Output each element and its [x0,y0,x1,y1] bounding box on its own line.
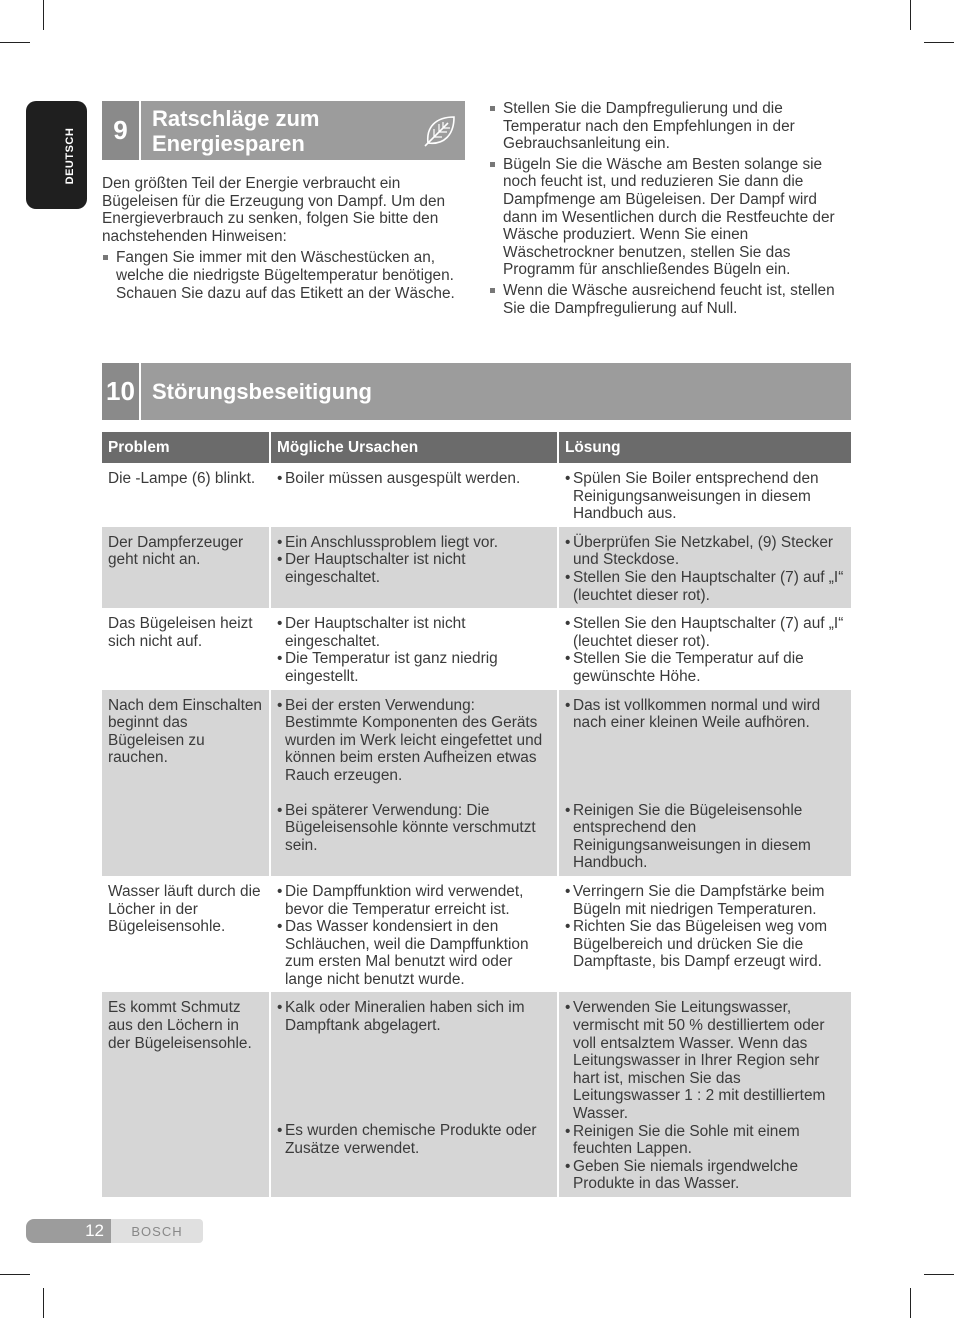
section-9-left-list [102,249,466,302]
section-10-header [102,363,851,420]
solution-item: • Stellen Sie den Hauptschalter (7) auf „I“ (leuchtet dieser rot). [565,615,845,650]
solution-cell [558,876,851,993]
column-header-problem: Problem [102,432,270,463]
causes-cell [270,992,558,1197]
section-10-number: 10 [102,363,141,420]
table-row [102,992,851,1197]
page-number: 12 [26,1219,111,1243]
crop-mark [43,1288,44,1318]
causes-cell [270,463,558,527]
table-row [102,876,851,993]
list-item: Fangen Sie immer mit den Wäschestücken an, welche die niedrigste Bügeltemperatur benötigen. Schauen Sie dazu auf das Etikett an der Wäsche. [102,249,466,302]
solution-item: • Stellen Sie die Temperatur auf die gewünschte Höhe. [565,650,845,685]
language-tab [26,101,87,209]
causes-cell [270,608,558,689]
table-row [102,608,851,689]
problem-cell: Es kommt Schmutz aus den Löchern in der Bügeleisensohle. [102,992,270,1197]
solution-item: • Reinigen Sie die Sohle mit einem feuchten Lappen. [565,1123,845,1158]
cause-item: • Kalk oder Mineralien haben sich im Dampftank abgelagert. [277,999,551,1122]
crop-mark [910,1288,911,1318]
solution-cell [558,690,851,876]
cause-item: • Ein Anschlussproblem liegt vor. [277,534,551,552]
cause-item: • Es wurden chemische Produkte oder Zusätze verwendet. [277,1122,551,1157]
language-label: DEUTSCH [64,127,76,185]
crop-mark [924,1274,954,1275]
crop-mark [910,0,911,30]
cause-item: • Boiler müssen ausgespült werden. [277,470,551,488]
spacer [565,785,845,802]
table-row [102,463,851,527]
cause-item: • Die Temperatur ist ganz niedrig eingestellt. [277,650,551,685]
cause-item: • Die Dampffunktion wird verwendet, bevor die Temperatur erreicht ist. [277,883,551,918]
list-item: Bügeln Sie die Wäsche am Besten solange sie noch feucht ist, und reduzieren Sie dann die Dampfmenge am Bügeleisen. Der Dampf wird dann im Wesentlichen durch die Restfeuchte der Wäsche produziert. Wenn Sie einen Wäschetrockner benutzen, stellen Sie das Programm für anschließendes Bügeln ein. [489,156,854,279]
section-9-header [102,101,465,160]
cause-item: • Der Hauptschalter ist nicht eingeschaltet. [277,551,551,586]
causes-cell [270,690,558,876]
section-9-title [141,101,415,160]
brand-label: BOSCH [111,1219,203,1243]
leaf-icon [415,101,465,160]
list-item: Stellen Sie die Dampfregulierung und die Temperatur nach den Empfehlungen in der Gebrauchsanleitung ein. [489,100,854,153]
problem-cell: Nach dem Einschalten beginnt das Bügeleisen zu rauchen. [102,690,270,876]
problem-cell: Wasser läuft durch die Löcher in der Bügeleisensohle. [102,876,270,993]
solution-item: • Richten Sie das Bügeleisen weg vom Bügelbereich und drücken Sie die Dampftaste, bis Dampf erzeugt wird. [565,918,845,971]
column-header-solution: Lösung [558,432,851,463]
section-10-title: Störungsbeseitigung [152,378,372,404]
section-9-number: 9 [102,101,141,160]
section-9-left-column [102,175,466,305]
solution-cell [558,463,851,527]
section-9-intro: Den größten Teil der Energie verbraucht ein Bügeleisen für die Erzeugung von Dampf. Um den Energieverbrauch zu senken, folgen Sie bitte den nachstehenden Hinweisen: [102,175,446,245]
solution-item: • Verringern Sie die Dampfstärke beim Bügeln mit niedrigen Temperaturen. [565,883,845,918]
solution-cell [558,608,851,689]
solution-item: • Spülen Sie Boiler entsprechend den Reinigungsanweisungen in diesem Handbuch aus. [565,470,845,523]
solution-item: • Reinigen Sie die Bügeleisensohle entsprechend den Reinigungsanweisungen in diesem Handbuch. [565,802,845,872]
section-9-title-line1: Ratschläge zum [152,105,320,131]
cause-item: • Bei der ersten Verwendung: Bestimmte Komponenten des Geräts wurden im Werk leicht eingefettet und können beim ersten Aufheizen etwas Rauch erzeugen. [277,697,551,785]
column-header-causes: Mögliche Ursachen [270,432,558,463]
solution-cell [558,992,851,1197]
solution-item: • Überprüfen Sie Netzkabel, (9) Stecker und Steckdose. [565,534,845,569]
table-row [102,690,851,876]
section-9-right-list [489,100,854,317]
problem-cell: Die -Lampe (6) blinkt. [102,463,270,527]
solution-item: • Stellen Sie den Hauptschalter (7) auf „I“ (leuchtet dieser rot). [565,569,845,604]
section-9-title-line2: Energiesparen [152,130,305,156]
crop-mark [0,42,30,43]
troubleshooting-table [102,432,851,1197]
table-row [102,527,851,608]
table-header-row [102,432,851,463]
crop-mark [43,0,44,30]
list-item: Wenn die Wäsche ausreichend feucht ist, stellen Sie die Dampfregulierung auf Null. [489,282,854,317]
crop-mark [0,1274,30,1275]
crop-mark [924,42,954,43]
cause-item: • Der Hauptschalter ist nicht eingeschaltet. [277,615,551,650]
causes-cell [270,876,558,993]
causes-cell [270,527,558,608]
spacer [277,785,551,802]
problem-cell: Das Bügeleisen heizt sich nicht auf. [102,608,270,689]
section-9-right-column [489,100,854,320]
solution-cell [558,527,851,608]
problem-cell: Der Dampferzeuger geht nicht an. [102,527,270,608]
solution-item: • Verwenden Sie Leitungswasser, vermischt mit 50 % destilliertem oder voll entsalztem Wasser. Wenn das Leitungswasser in Ihrer Region sehr hart ist, mischen Sie das Leitungswasser 1 : 2 mit destilliertem Wasser. [565,999,845,1122]
cause-item: • Das Wasser kondensiert in den Schläuchen, weil die Dampffunktion zum ersten Mal benutzt wird oder lange nicht benutzt wurde. [277,918,551,988]
solution-item: • Geben Sie niemals irgendwelche Produkte in das Wasser. [565,1158,845,1193]
cause-item: • Bei späterer Verwendung: Die Bügeleisensohle könnte verschmutzt sein. [277,802,551,855]
solution-item: • Das ist vollkommen normal und wird nach einer kleinen Weile aufhören. [565,697,845,785]
